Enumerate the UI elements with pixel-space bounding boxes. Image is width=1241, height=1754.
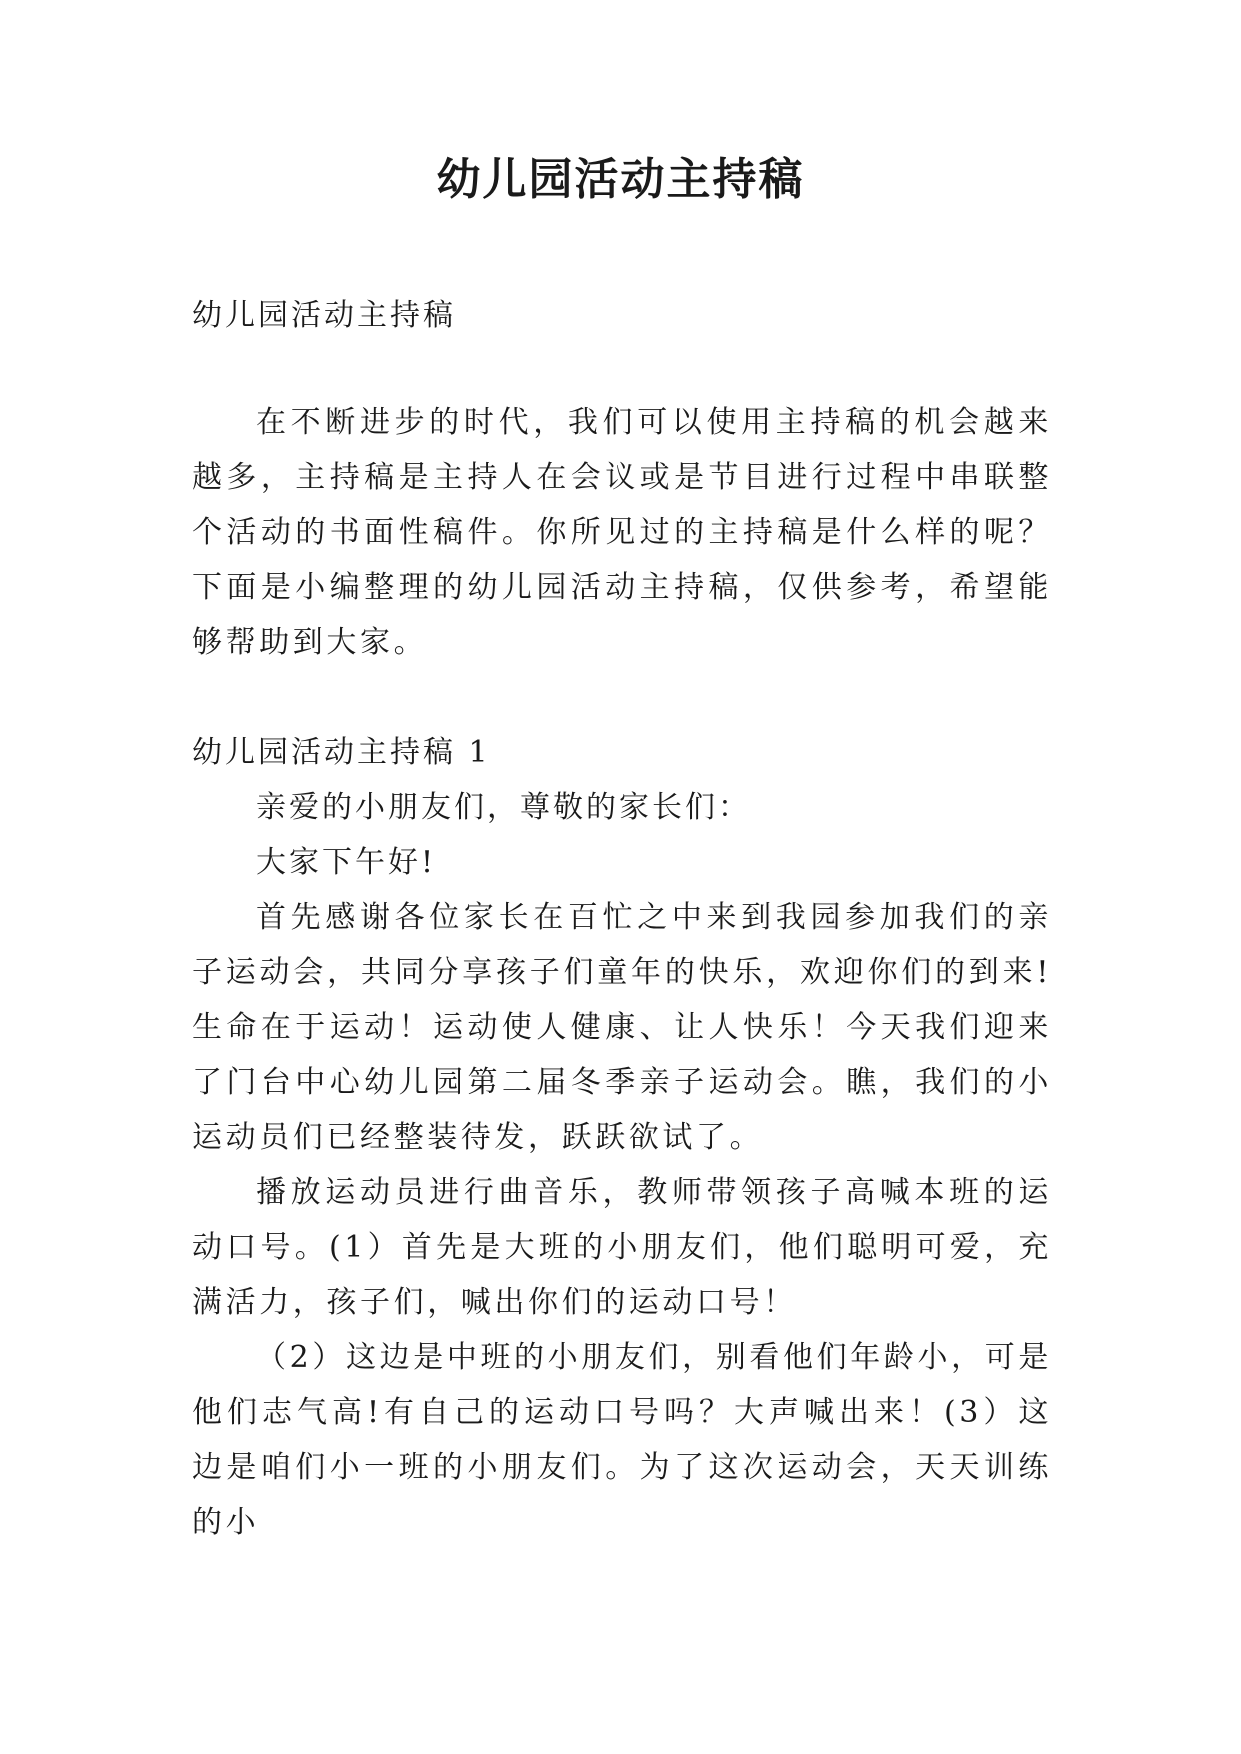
body-paragraph: 首先感谢各位家长在百忙之中来到我园参加我们的亲子运动会，共同分享孩子们童年的快乐，欢迎你们的到来!生命在于运动！运动使人健康、让人快乐！今天我们迎来了门台中心幼儿园第二届冬季亲子运动会。瞧，我们的小运动员们已经整装待发，跃跃欲试了。 [192, 900, 1052, 1155]
section-heading: 幼儿园活动主持稿 1 [192, 735, 491, 770]
body-paragraph: 播放运动员进行曲音乐，教师带领孩子高喊本班的运动口号。(1）首先是大班的小朋友们，他们聪明可爱，充满活力，孩子们，喊出你们的运动口号！ [192, 1175, 1052, 1320]
intro-paragraph: 在不断进步的时代，我们可以使用主持稿的机会越来越多，主持稿是主持人在会议或是节目进行过程中串联整个活动的书面性稿件。你所见过的主持稿是什么样的呢？下面是小编整理的幼儿园活动主持稿，仅供参考，希望能够帮助到大家。 [192, 405, 1052, 660]
greeting-line: 亲爱的小朋友们，尊敬的家长们： [256, 790, 751, 825]
document-body [192, 288, 1052, 1550]
hello-line: 大家下午好! [256, 845, 437, 880]
body-paragraph: （2）这边是中班的小朋友们，别看他们年龄小，可是他们志气高!有自己的运动口号吗？大声喊出来！(3）这边是咱们小一班的小朋友们。为了这次运动会，天天训练的小 [192, 1340, 1052, 1540]
document-subtitle: 幼儿园活动主持稿 [192, 298, 456, 333]
document-title: 幼儿园活动主持稿 [436, 154, 805, 205]
